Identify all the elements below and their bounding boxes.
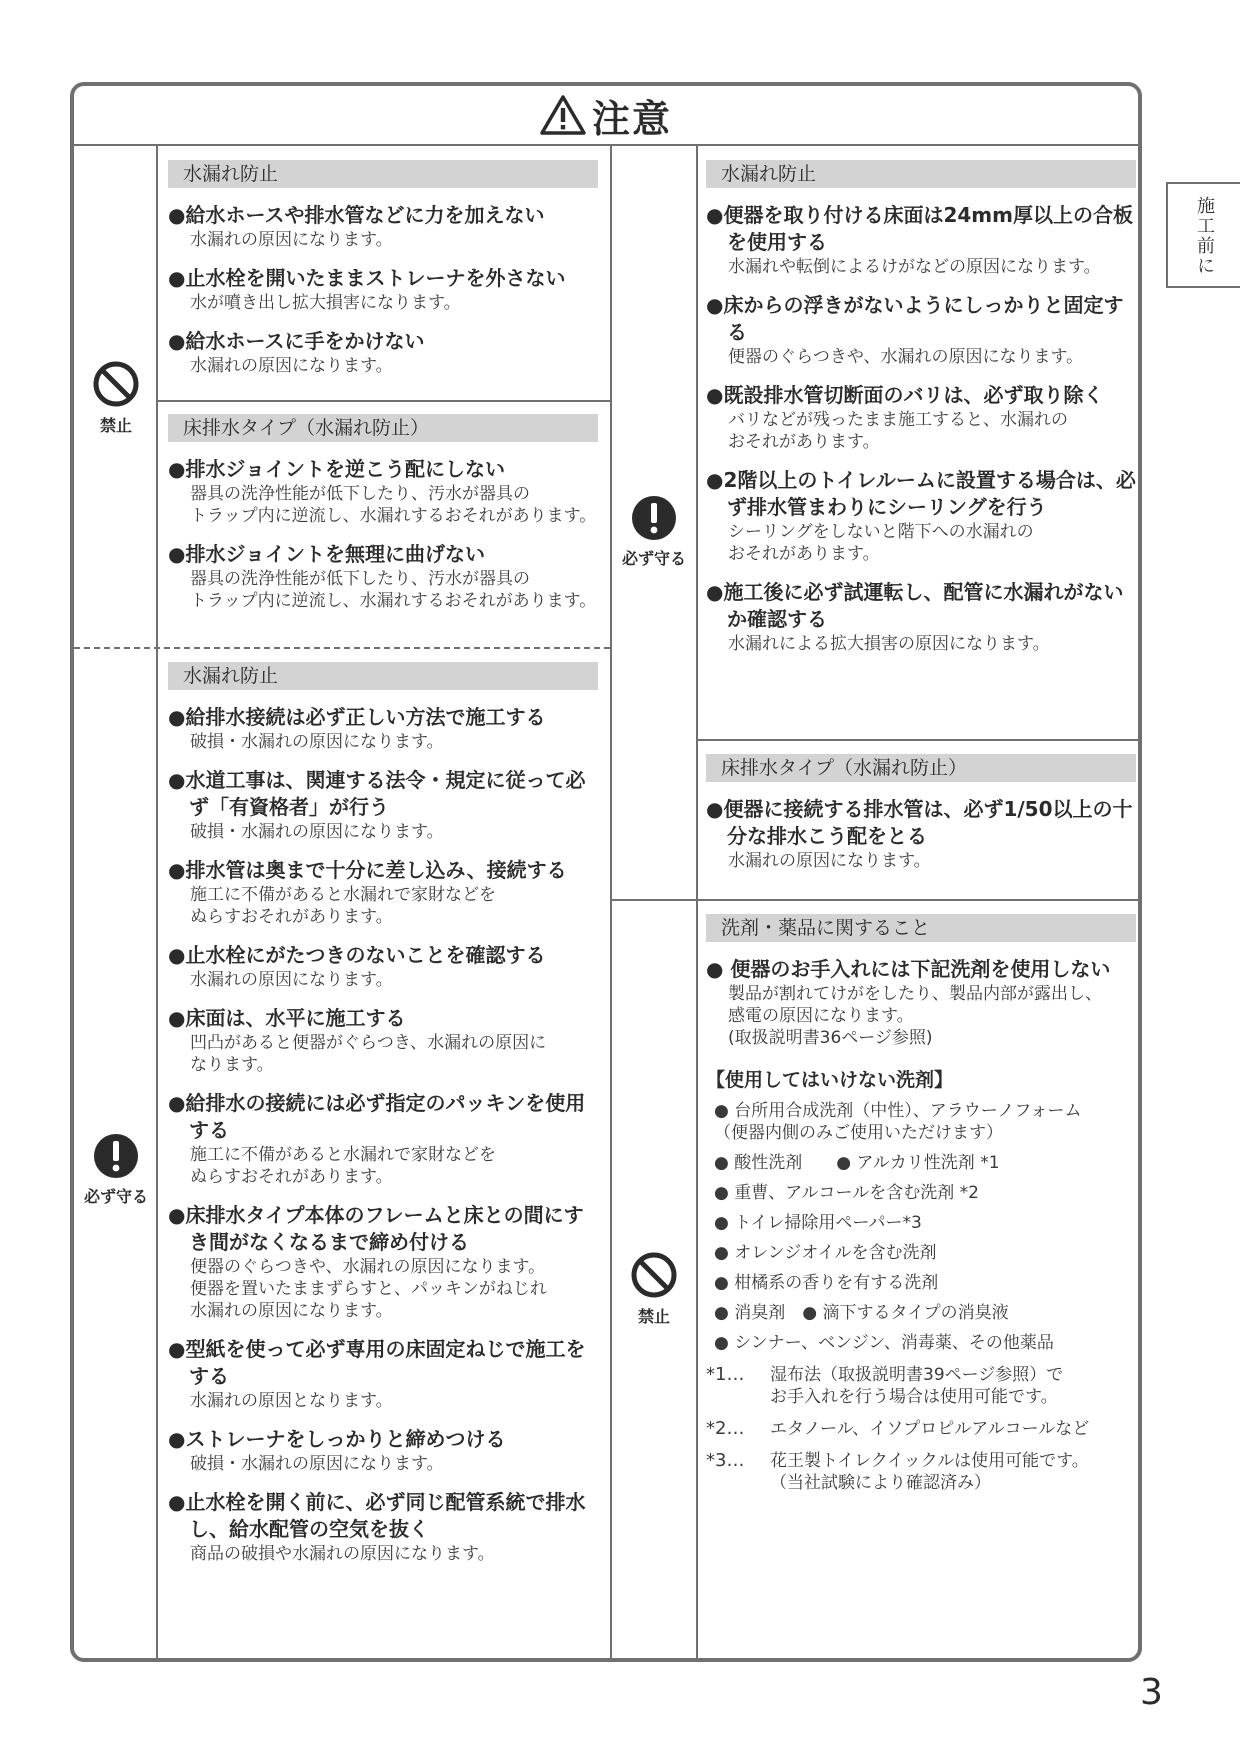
item-title: ●便器を取り付ける床面は24mm厚以上の合板を使用する — [706, 203, 1133, 254]
footnote-text: 湿布法（取扱説明書39ページ参照）で お手入れを行う場合は使用可能です。 — [770, 1365, 1064, 1407]
item-desc: 水漏れの原因になります。 — [190, 230, 393, 250]
item-title: ● 便器のお手入れには下記洗剤を使用しない — [706, 957, 1111, 981]
item-title: ●床排水タイプ本体のフレームと床との間にすき間がなくなるまで締め付ける — [168, 1203, 584, 1254]
detergent-item: ● 柑橘系の香りを有する洗剤 — [714, 1273, 939, 1293]
item-desc: 水漏れの原因になります。 — [190, 356, 393, 376]
list-item — [168, 265, 598, 314]
item-title: ●止水栓を開いたままストレーナを外さない — [168, 266, 566, 290]
divider — [156, 400, 610, 402]
item-title: ●排水管は奥まで十分に差し込み、接続する — [168, 858, 567, 882]
list-item — [168, 541, 598, 612]
prohibited-symbol — [74, 359, 158, 436]
item-desc: 水漏れによる拡大損害の原因になります。 — [728, 634, 1050, 654]
footnote-text: 花王製トイレクイックルは使用可能です。 （当社試験により確認済み） — [770, 1451, 1089, 1493]
prohibited-icon — [91, 359, 141, 409]
section-heading: 水漏れ防止 — [168, 160, 598, 188]
section-heading: 水漏れ防止 — [168, 662, 598, 690]
list-item — [706, 796, 1136, 872]
list-item — [706, 467, 1136, 565]
item-title: ●床面は、水平に施工する — [168, 1006, 406, 1030]
item-title: ●便器に接続する排水管は、必ず1/50以上の十分な排水こう配をとる — [706, 797, 1133, 848]
list-item — [168, 767, 598, 843]
caution-title: 注意 — [591, 96, 672, 141]
item-title: ●ストレーナをしっかりと締めつける — [168, 1427, 506, 1451]
detergent-item: ● 重曹、アルコールを含む洗剤 *2 — [714, 1183, 979, 1203]
item-title: ●施工後に必ず試運転し、配管に水漏れがないか確認する — [706, 580, 1124, 631]
item-title: ●既設排水管切断面のバリは、必ず取り除く — [706, 383, 1104, 407]
list-item — [706, 292, 1136, 368]
item-desc: 施工に不備があると水漏れで家財などを ぬらすおそれがあります。 — [190, 885, 496, 927]
list-item — [168, 1005, 598, 1076]
item-title: ●水道工事は、関連する法令・規定に従って必ず「有資格者」が行う — [168, 768, 586, 819]
left-section-2 — [168, 414, 598, 612]
item-desc: 商品の破損や水漏れの原因になります。 — [190, 1544, 495, 1564]
list-item — [168, 1426, 598, 1475]
page-number: 3 — [1140, 1672, 1163, 1713]
footnote-key: *3… — [706, 1450, 745, 1471]
footnote — [706, 1418, 1136, 1440]
left-section-3 — [168, 662, 598, 1565]
item-desc: 破損・水漏れの原因になります。 — [190, 732, 444, 752]
list-item — [168, 456, 598, 527]
right-section-2 — [706, 754, 1136, 872]
divider — [696, 739, 1142, 741]
item-desc: 施工に不備があると水漏れで家財などを ぬらすおそれがあります。 — [190, 1145, 496, 1187]
list-item — [706, 956, 1136, 1049]
item-title: ●給水ホースや排水管などに力を加えない — [168, 203, 545, 227]
detergent-item: ● 台所用合成洗剤（中性）、アラウーノフォーム （便器内側のみご使用いただけます） — [714, 1101, 1082, 1143]
caution-header — [74, 86, 1138, 146]
divider — [610, 144, 612, 1662]
mandatory-label: 必ず守る — [621, 549, 686, 568]
list-item — [168, 1202, 598, 1322]
item-title: ●止水栓を開く前に、必ず同じ配管系統で排水し、給水配管の空気を抜く — [168, 1490, 586, 1541]
prohibited-label: 禁止 — [99, 416, 132, 435]
item-desc: 便器のぐらつきや、水漏れの原因になります。 — [728, 347, 1084, 367]
item-desc: 水漏れの原因になります。 — [190, 970, 393, 990]
list-item — [168, 857, 598, 928]
footnote-key: *1… — [706, 1364, 745, 1385]
section-heading: 床排水タイプ（水漏れ防止） — [706, 754, 1136, 782]
caution-frame — [70, 82, 1142, 1662]
footnote — [706, 1450, 1136, 1494]
mandatory-symbol — [612, 494, 696, 569]
detergent-item: ● 消臭剤 ● 滴下するタイプの消臭液 — [714, 1303, 1009, 1323]
item-desc: シーリングをしないと階下への水漏れの おそれがあります。 — [728, 522, 1034, 564]
item-desc: 水漏れの原因になります。 — [728, 851, 931, 871]
section-heading: 洗剤・薬品に関すること — [706, 914, 1136, 942]
item-title: ●給排水の接続には必ず指定のパッキンを使用する — [168, 1091, 586, 1142]
list-item — [706, 382, 1136, 453]
mandatory-icon — [92, 1132, 140, 1180]
item-title: ●止水栓にがたつきのないことを確認する — [168, 943, 546, 967]
left-section-1 — [168, 160, 598, 377]
detergent-item: ● 酸性洗剤 ● アルカリ性洗剤 *1 — [714, 1153, 1000, 1173]
item-desc: 凹凸があると便器がぐらつき、水漏れの原因に なります。 — [190, 1033, 547, 1075]
dashed-divider — [74, 647, 610, 649]
item-title: ●床からの浮きがないようにしっかりと固定する — [706, 293, 1124, 344]
list-item — [168, 942, 598, 991]
list-item — [168, 1489, 598, 1565]
list-item — [168, 202, 598, 251]
list-item — [168, 704, 598, 753]
item-desc: 便器のぐらつきや、水漏れの原因になります。 便器を置いたままずらすと、パッキンがねじれ 水漏れの原因になります。 — [190, 1257, 547, 1321]
detergent-item: ● シンナー、ベンジン、消毒薬、その他薬品 — [714, 1333, 1054, 1353]
item-desc: 破損・水漏れの原因になります。 — [190, 1454, 444, 1474]
item-title: ●排水ジョイントを無理に曲げない — [168, 542, 486, 566]
item-desc: 水漏れや転倒によるけがなどの原因になります。 — [728, 257, 1101, 277]
list-item — [706, 579, 1136, 655]
footnote — [706, 1364, 1136, 1408]
item-title: ●2階以上のトイレルームに設置する場合は、必ず排水管まわりにシーリングを行う — [706, 468, 1136, 519]
item-desc: 水漏れの原因となります。 — [190, 1391, 393, 1411]
item-title: ●給水ホースに手をかけない — [168, 329, 425, 353]
side-tab — [1166, 182, 1240, 288]
detergent-subheading: 【使用してはいけない洗剤】 — [706, 1069, 954, 1091]
section-heading: 水漏れ防止 — [706, 160, 1136, 188]
mandatory-icon — [630, 494, 678, 542]
item-desc: 破損・水漏れの原因になります。 — [190, 822, 444, 842]
item-desc: バリなどが残ったまま施工すると、水漏れの おそれがあります。 — [728, 410, 1068, 452]
detergent-item: ● オレンジオイルを含む洗剤 — [714, 1243, 937, 1263]
side-tab-label: 施工前に — [1194, 196, 1215, 276]
item-desc: 器具の洗浄性能が低下したり、汚水が器具の トラップ内に逆流し、水漏れするおそれがあります。 — [190, 569, 597, 611]
divider — [610, 899, 1142, 901]
item-desc: 器具の洗浄性能が低下したり、汚水が器具の トラップ内に逆流し、水漏れするおそれがあります。 — [190, 484, 597, 526]
warning-triangle-icon — [540, 94, 586, 136]
detergent-item: ● トイレ掃除用ペーパー*3 — [714, 1213, 922, 1233]
mandatory-symbol — [74, 1132, 158, 1207]
item-desc: 製品が割れてけがをしたり、製品内部が露出し、 感電の原因になります。 (取扱説明書36ページ参照) — [728, 984, 1102, 1048]
prohibited-symbol — [612, 1250, 696, 1327]
prohibited-label: 禁止 — [637, 1307, 670, 1326]
list-item — [168, 1090, 598, 1188]
right-section-3 — [706, 914, 1136, 1494]
item-title: ●給排水接続は必ず正しい方法で施工する — [168, 705, 546, 729]
list-item — [168, 1336, 598, 1412]
section-heading: 床排水タイプ（水漏れ防止） — [168, 414, 598, 442]
divider — [696, 144, 698, 1662]
footnote-key: *2… — [706, 1418, 745, 1439]
right-section-1 — [706, 160, 1136, 655]
item-title: ●排水ジョイントを逆こう配にしない — [168, 457, 506, 481]
list-item — [168, 328, 598, 377]
footnote-text: エタノール、イソプロピルアルコールなど — [770, 1419, 1090, 1439]
mandatory-label: 必ず守る — [83, 1187, 148, 1206]
item-title: ●型紙を使って必ず専用の床固定ねじで施工をする — [168, 1337, 586, 1388]
list-item — [706, 202, 1136, 278]
prohibited-icon — [629, 1250, 679, 1300]
item-desc: 水が噴き出し拡大損害になります。 — [190, 293, 461, 313]
